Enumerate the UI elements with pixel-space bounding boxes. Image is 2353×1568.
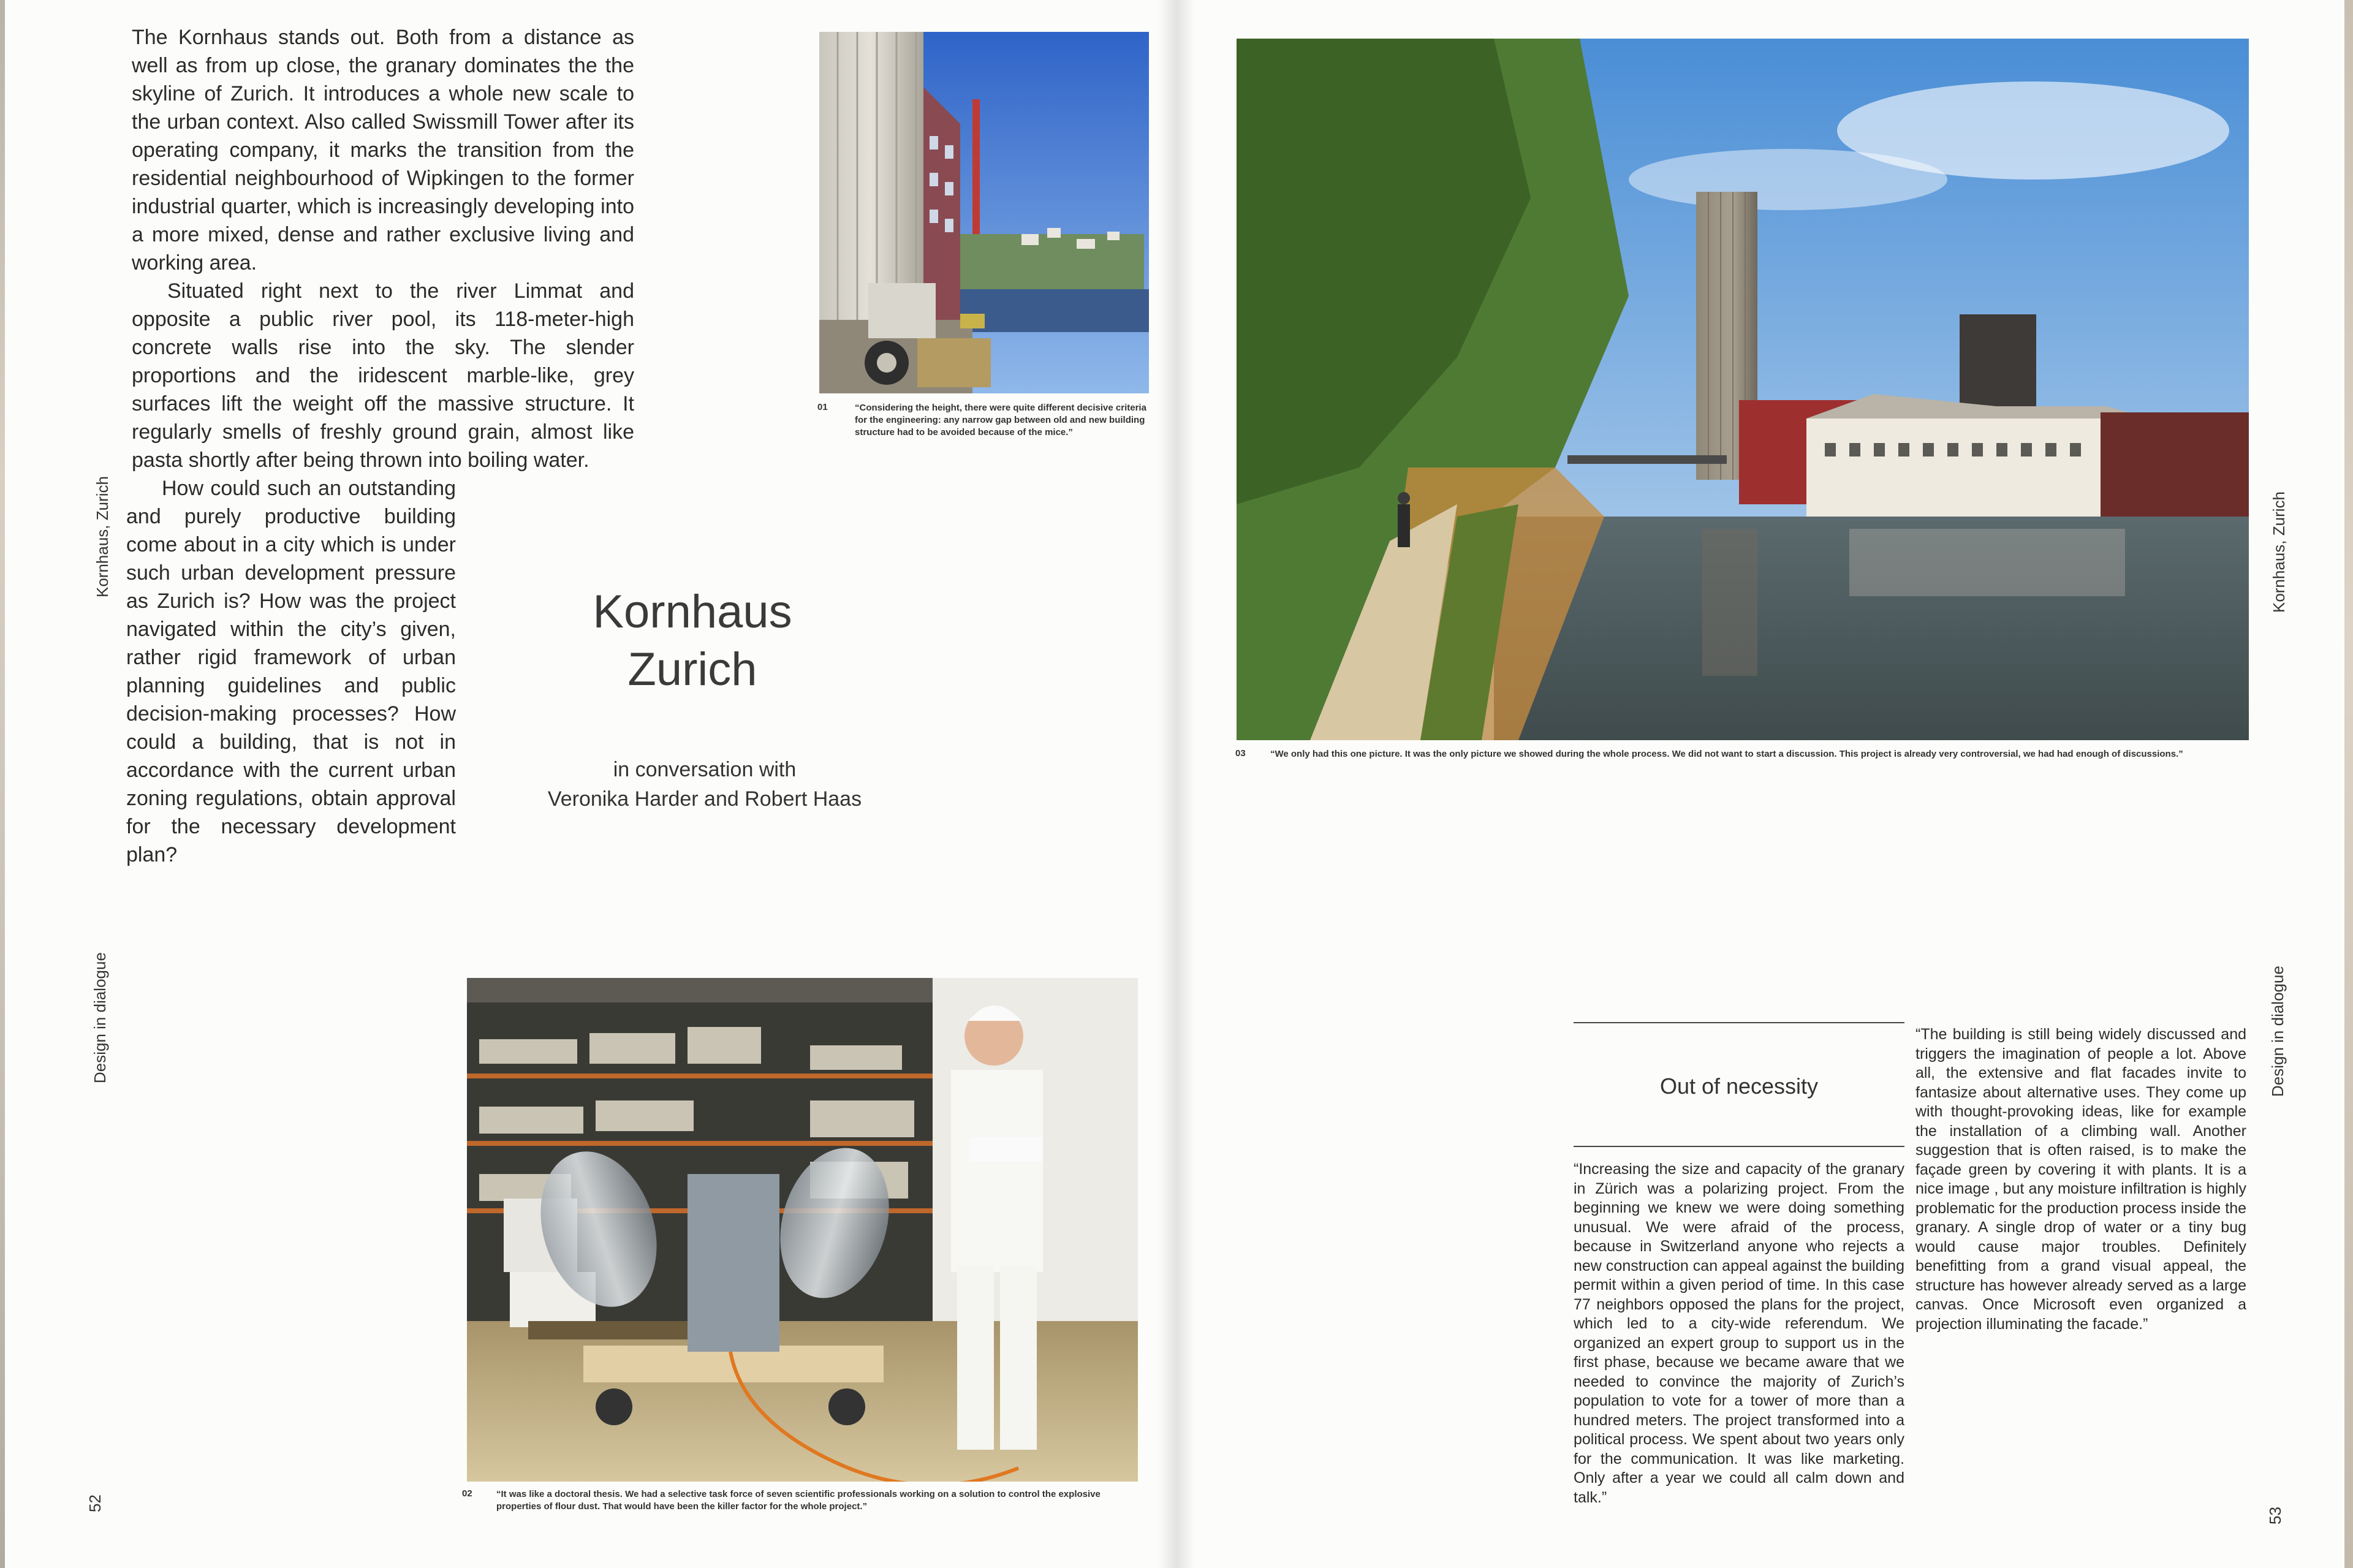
interview-column-2: “The building is still being widely discussed and triggers the imagination of people a lot. Above all, the extensive and flat facades invite to fantasize about alternative uses. They come up with thought-provoking ideas, like for example the installation of a climbing wall. Another suggestion that is often raised, is to make the façade green by covering it with plants. It is a nice image , but any moisture infiltration is highly problematic for the production process inside the granary. A single drop of water or a tiny bug would cause major troubles. Definitely benefitting from a grand visual appeal, the structure has however already served as a large canvas. Once Microsoft even organized a projection illuminating the facade.” — [1915, 1026, 2246, 1333]
figure-01-number: 01 — [817, 402, 828, 412]
section-heading: Out of necessity — [1659, 1074, 1819, 1099]
intro-line-1: in conversation with — [613, 758, 797, 781]
page-edge — [2344, 0, 2353, 1568]
page-number: 52 — [86, 1494, 104, 1512]
running-head: Kornhaus, Zurich — [93, 476, 112, 597]
page-number: 53 — [2266, 1507, 2284, 1524]
intro-line-2: Veronika Harder and Robert Haas — [547, 787, 862, 811]
article-title — [551, 583, 833, 699]
section-label: Design in dialogue — [2268, 966, 2287, 1097]
paragraph-2: Situated right next to the river Limmat and opposite a public river pool, its 118-meter-high concrete walls rise into the sky. The slender proportions and the iridescent marble-like, grey surfaces lift the weight off the massive structure. It regularly smells of freshly ground grain, almost like pasta shortly after being thrown into boiling water. — [132, 279, 634, 472]
figure-01-caption: “Considering the height, there were quite different decisive criteria for the engineering: any narrow gap between old and new building structure had to be avoided because of the mice.” — [855, 403, 1146, 437]
left-page — [0, 0, 1176, 1568]
figure-01-photo — [819, 32, 1149, 393]
page-edge — [0, 0, 5, 1568]
right-page — [1176, 0, 2353, 1568]
figure-03-photo — [1237, 39, 2249, 740]
section-rule-bottom — [1574, 1146, 1904, 1147]
article-intro — [527, 755, 882, 814]
title-line-1: Kornhaus — [593, 586, 792, 638]
section-label: Design in dialogue — [91, 952, 109, 1083]
book-gutter — [1158, 0, 1195, 1568]
figure-03-caption: “We only had this one picture. It was the only picture we showed during the whole process. We did not want to start a discussion. This project is already very controversial, we had had enough of discussions.” — [1270, 749, 2183, 759]
running-head: Kornhaus, Zurich — [2270, 491, 2288, 613]
figure-02-caption: “It was like a doctoral thesis. We had a selective task force of seven scientific professionals working on a solution to control the explosive properties of flour dust. That would have been the killer factor for the whole project.” — [496, 1489, 1101, 1512]
figure-02-number: 02 — [462, 1488, 472, 1499]
interview-column-1: “Increasing the size and capacity of the granary in Zürich was a polarizing project. From the beginning we knew we were doing something unusual. We were afraid of the process, because in Switzerland anyone who rejects a new construction can appeal against the building permit within a given period of time. In this case 77 neighbors opposed the plans for the project, which led to a city-wide referendum. We organized an expert group to support us in the first phase, because we became aware that we needed to convince the majority of Zurich’s population to vote for a tower of more than a hundred meters. The project transformed into a political process. We spent about two years only for the communication. It was like marketing. Only after a year we could all calm down and talk.” — [1574, 1161, 1904, 1506]
paragraph-1: The Kornhaus stands out. Both from a distance as well as from up close, the granary dominates the the skyline of Zurich. It introduces a whole new scale to the urban context. Also called Swissmill Tower after its operating company, it marks the transition from the residential neighbourhood of Wipkingen to the former industrial quarter, which is increasingly developing into a more mixed, dense and rather exclusive living and working area. — [132, 26, 634, 275]
paragraph-3: How could such an outstanding and purely productive building come about in a city which is under such urban development pressure as Zurich is? How was the project navigated within the city’s given, rather rigid framework of urban planning guidelines and public decision-making processes? How could a building, that is not in accordance with the current urban zoning regulations, obtain approval for the necessary development plan? — [126, 477, 456, 866]
figure-03-number: 03 — [1235, 748, 1246, 759]
figure-02-photo — [467, 978, 1138, 1482]
title-line-2: Zurich — [627, 643, 757, 695]
section-rule-top — [1574, 1022, 1904, 1023]
